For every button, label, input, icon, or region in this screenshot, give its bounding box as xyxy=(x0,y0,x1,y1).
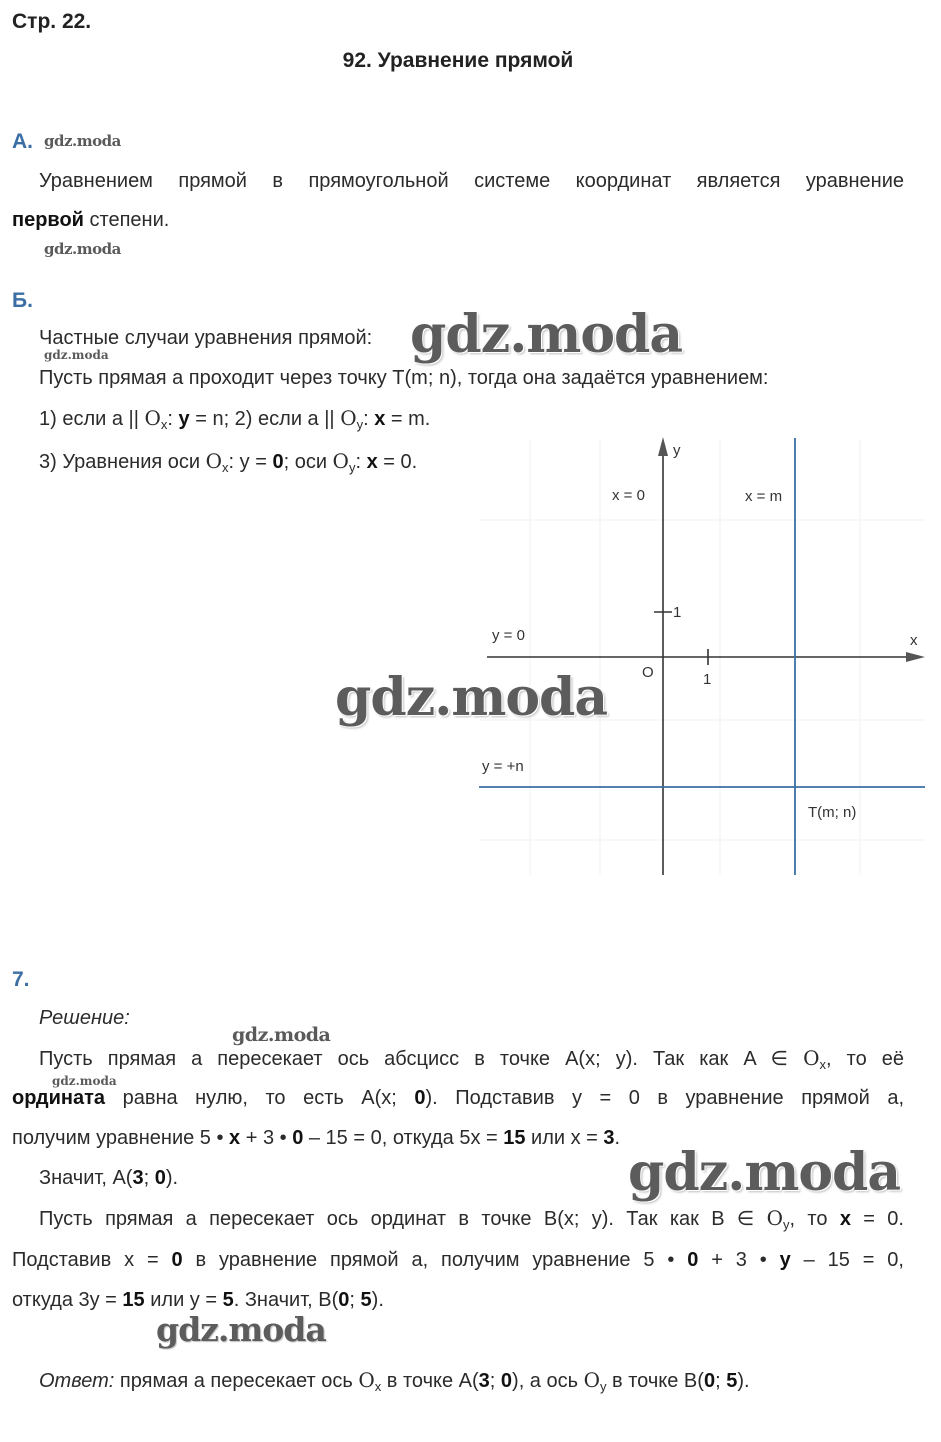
text: x xyxy=(366,451,378,473)
text: 3 xyxy=(132,1167,144,1189)
text: ), а ось xyxy=(512,1370,584,1392)
watermark: gdz.moda xyxy=(156,1310,326,1349)
text: ; оси xyxy=(283,451,333,473)
text: ; xyxy=(349,1289,361,1311)
text: ордината xyxy=(12,1087,106,1109)
text: O xyxy=(583,1368,600,1392)
text: 5 xyxy=(360,1289,372,1311)
text: 1) если a || xyxy=(39,408,145,430)
text: 3 xyxy=(478,1370,490,1392)
text: 5 xyxy=(726,1370,738,1392)
text: , то её xyxy=(826,1048,904,1070)
solution-p1b xyxy=(12,1078,904,1118)
text: 15 xyxy=(122,1289,145,1311)
solution-p3b xyxy=(12,1240,904,1280)
text: в точке B( xyxy=(606,1370,704,1392)
text: x xyxy=(819,1057,827,1072)
answer-label: Ответ: xyxy=(39,1370,115,1392)
text: прямая a пересекает ось xyxy=(114,1370,359,1392)
text: 3 xyxy=(603,1127,615,1149)
text: y xyxy=(600,1379,607,1394)
text: – 15 = 0, xyxy=(790,1249,904,1271)
text: , то xyxy=(789,1208,840,1230)
text: ; xyxy=(143,1167,155,1189)
text: . Значит, B( xyxy=(233,1289,339,1311)
text: x xyxy=(374,1379,382,1394)
y-axis-arrow-icon xyxy=(658,437,668,456)
text: : xyxy=(355,451,367,473)
watermark: gdz.moda xyxy=(335,667,608,728)
solution-p1c xyxy=(12,1118,620,1158)
text: : xyxy=(167,408,179,430)
section-a-text: Уравнением прямой в прямоугольной системе координат является уравнение xyxy=(39,170,904,192)
answer xyxy=(39,1360,750,1401)
text: 0 xyxy=(414,1087,426,1109)
label-y0: y = 0 xyxy=(492,627,525,644)
text: O xyxy=(144,406,161,430)
text: или x = xyxy=(525,1127,604,1149)
section-b-line2: Пусть прямая a проходит через точку T(m; n), тогда она задаётся уравнением: xyxy=(39,367,769,389)
text: ). Подставив y = 0 в уравнение прямой a, xyxy=(425,1087,905,1109)
y-tick-label: 1 xyxy=(673,604,682,621)
text: O xyxy=(205,449,223,473)
text: откуда 3y = xyxy=(12,1289,123,1311)
text: получим уравнение 5 • xyxy=(12,1127,230,1149)
text: O xyxy=(332,449,349,473)
section-b-label: Б. xyxy=(12,289,33,312)
text: + 3 • xyxy=(240,1127,293,1149)
solution-p3 xyxy=(39,1198,904,1239)
text: – 15 = 0, откуда 5x = xyxy=(303,1127,504,1149)
watermark: gdz.moda xyxy=(410,304,683,365)
text: = m. xyxy=(385,408,431,430)
text: . xyxy=(614,1127,621,1149)
bold-word: первой xyxy=(12,209,84,231)
section-b-line3 xyxy=(39,398,430,439)
text: O xyxy=(803,1046,820,1070)
x-axis-arrow-icon xyxy=(906,652,925,662)
text: : xyxy=(363,408,375,430)
text: 3) Уравнения оси xyxy=(39,451,206,473)
text: Пусть прямая a пересекает ось абсцисс в точке A(x; y). Так как A ∈ xyxy=(39,1048,804,1070)
text: 0 xyxy=(154,1167,166,1189)
section-a-text-cont xyxy=(12,200,169,240)
text: = 0. xyxy=(377,451,418,473)
text: степени. xyxy=(89,209,170,231)
x-tick-label: 1 xyxy=(703,671,712,688)
text: 15 xyxy=(503,1127,526,1149)
coordinate-graph xyxy=(470,430,935,880)
text: 0 xyxy=(703,1370,716,1392)
section-b-line4 xyxy=(39,441,417,482)
text: 0 xyxy=(500,1370,513,1392)
solution-label: Решение: xyxy=(39,1007,130,1029)
text: y xyxy=(783,1217,790,1232)
label-x0: x = 0 xyxy=(612,487,645,504)
label-yn: y = +n xyxy=(482,758,524,775)
text: = n; 2) если a || xyxy=(189,408,341,430)
text: y xyxy=(779,1249,791,1271)
text: x xyxy=(222,460,229,475)
text: x xyxy=(160,417,168,432)
section-7-label: 7. xyxy=(12,968,30,991)
text: x xyxy=(229,1127,241,1149)
y-axis-label: y xyxy=(673,442,681,459)
text: O xyxy=(340,406,357,430)
page-number: Стр. 22. xyxy=(12,10,92,33)
page-title: 92. Уравнение прямой xyxy=(342,49,574,72)
watermark: gdz.moda xyxy=(52,1074,117,1088)
section-b-line1: Частные случаи уравнения прямой: xyxy=(39,327,373,349)
text: y xyxy=(178,408,190,430)
text: равна нулю, то есть A(x; xyxy=(105,1087,415,1109)
text: 0 xyxy=(292,1127,304,1149)
text: 0 xyxy=(338,1289,350,1311)
text: ; xyxy=(489,1370,501,1392)
text: y xyxy=(356,417,364,432)
watermark: gdz.moda xyxy=(44,348,109,362)
x-axis-label: x xyxy=(910,632,918,649)
text: Пусть прямая a пересекает ось ординат в точке B(x; y). Так как B ∈ xyxy=(39,1208,767,1230)
text: 0 xyxy=(687,1249,699,1271)
text: ). xyxy=(737,1370,750,1392)
text: + 3 • xyxy=(698,1249,780,1271)
text: 0 xyxy=(171,1249,183,1271)
text: или y = xyxy=(144,1289,223,1311)
text: y xyxy=(348,460,356,475)
watermark: gdz.moda xyxy=(232,1024,331,1046)
text: Подставив x = xyxy=(12,1249,172,1271)
text: в уравнение прямой a, получим уравнение 5 • xyxy=(182,1249,688,1271)
text: ). xyxy=(165,1167,179,1189)
text: x xyxy=(839,1208,851,1230)
text: = 0. xyxy=(850,1208,904,1230)
text: в точке A( xyxy=(381,1370,479,1392)
text: O xyxy=(766,1206,784,1230)
solution-p2 xyxy=(39,1158,178,1198)
text: ; xyxy=(715,1370,727,1392)
watermark: gdz.moda xyxy=(44,240,121,258)
point-t-label: T(m; n) xyxy=(808,804,857,821)
label-xm: x = m xyxy=(745,488,783,505)
section-a-label: А. xyxy=(12,130,33,153)
text: ). xyxy=(371,1289,384,1311)
origin-label: O xyxy=(642,664,654,681)
text: : y = xyxy=(228,451,273,473)
text: 5 xyxy=(222,1289,234,1311)
text: Значит, A( xyxy=(39,1167,133,1189)
text: 0 xyxy=(272,451,284,473)
watermark: gdz.moda xyxy=(628,1142,901,1203)
text: O xyxy=(358,1368,375,1392)
text: x xyxy=(374,408,386,430)
watermark: gdz.moda xyxy=(44,132,121,150)
solution-p1 xyxy=(39,1038,904,1079)
